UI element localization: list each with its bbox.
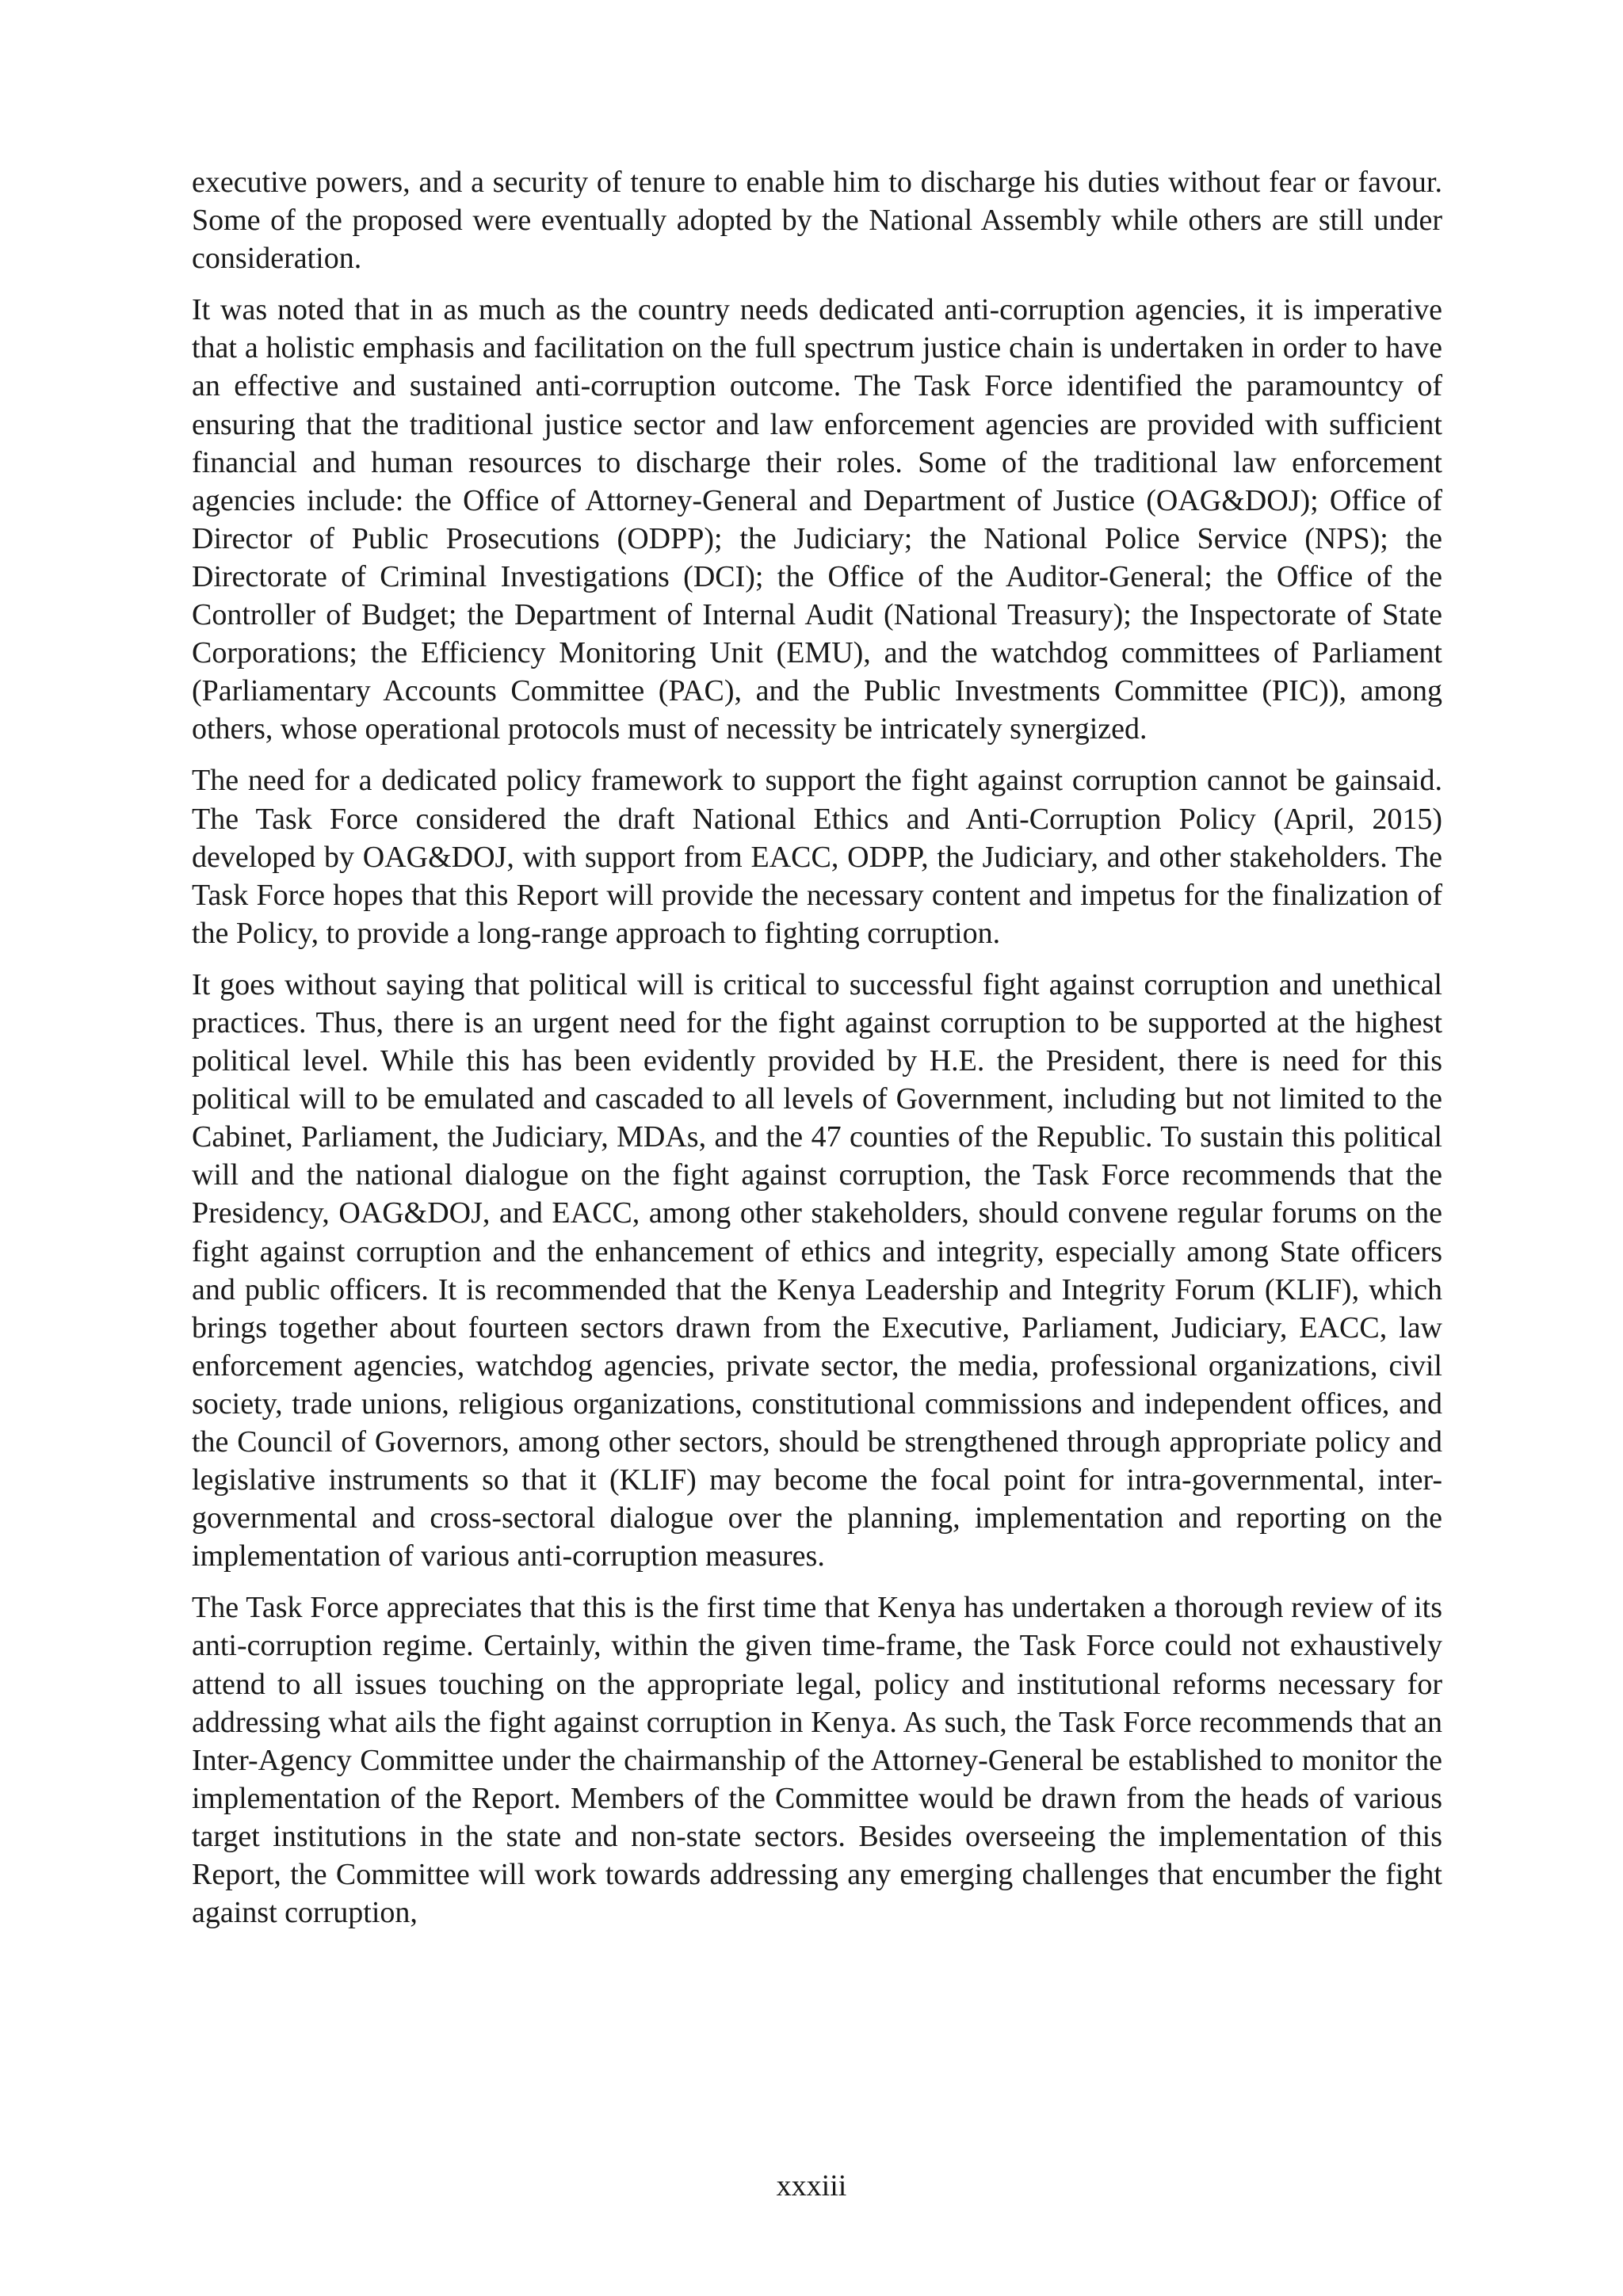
paragraph-1: executive powers, and a security of tenure to enable him to discharge his duties without fear or favour. Some of the proposed were eventually adopted by the National Assembly while others are still under consideration. <box>192 166 1442 276</box>
body-text <box>192 163 1442 1945</box>
page-number: xxxiii <box>776 2169 847 2203</box>
paragraph-3: The need for a dedicated policy framework to support the fight against corruption cannot be gainsaid. The Task Force considered the draft National Ethics and Anti-Corruption Policy (April, 2015) developed by OAG&DOJ, with support from EACC, ODPP, the Judiciary, and other stakeholders. The Task Force hopes that this Report will provide the necessary content and impetus for the finalization of the Policy, to provide a long-range approach to fighting corruption. <box>192 764 1442 950</box>
paragraph-2: It was noted that in as much as the country needs dedicated anti-corruption agencies, it is imperative that a holistic emphasis and facilitation on the full spectrum justice chain is undertaken in order to have an effective and sustained anti-corruption outcome. The Task Force identified the paramountcy of ensuring that the traditional justice sector and law enforcement agencies are provided with sufficient financial and human resources to discharge their roles. Some of the traditional law enforcement agencies include: the Office of Attorney-General and Department of Justice (OAG&DOJ); Office of Director of Public Prosecutions (ODPP); the Judiciary; the National Police Service (NPS); the Directorate of Criminal Investigations (DCI); the Office of the Auditor-General; the Office of the Controller of Budget; the Department of Internal Audit (National Treasury); the Inspectorate of State Corporations; the Efficiency Monitoring Unit (EMU), and the watchdog committees of Parliament (Parliamentary Accounts Committee (PAC), and the Public Investments Committee (PIC)), among others, whose operational protocols must of necessity be intricately synergized. <box>192 293 1442 746</box>
paragraph-5: The Task Force appreciates that this is the first time that Kenya has undertaken a thorough review of its anti-corruption regime. Certainly, within the given time-frame, the Task Force could not exhaustively attend to all issues touching on the appropriate legal, policy and institutional reforms necessary for addressing what ails the fight against corruption in Kenya. As such, the Task Force recommends that an Inter-Agency Committee under the chairmanship of the Attorney-General be established to monitor the implementation of the Report. Members of the Committee would be drawn from the heads of various target institutions in the state and non-state sectors. Besides overseeing the implementation of this Report, the Committee will work towards addressing any emerging challenges that encumber the fight against corruption, <box>192 1591 1442 1930</box>
paragraph-4: It goes without saying that political will is critical to successful fight against corruption and unethical practices. Thus, there is an urgent need for the fight against corruption to be supported at the highest political level. While this has been evidently provided by H.E. the President, there is need for this political will to be emulated and cascaded to all levels of Government, including but not limited to the Cabinet, Parliament, the Judiciary, MDAs, and the 47 counties of the Republic. To sustain this political will and the national dialogue on the fight against corruption, the Task Force recommends that the Presidency, OAG&DOJ, and EACC, among other stakeholders, should convene regular forums on the fight against corruption and the enhancement of ethics and integrity, especially among State officers and public officers. It is recommended that the Kenya Leadership and Integrity Forum (KLIF), which brings together about fourteen sectors drawn from the Executive, Parliament, Judiciary, EACC, law enforcement agencies, watchdog agencies, private sector, the media, professional organizations, civil society, trade unions, religious organizations, constitutional commissions and independent offices, and the Council of Governors, among other sectors, should be strengthened through appropriate policy and legislative instruments so that it (KLIF) may become the focal point for intra-governmental, inter-governmental and cross-sectoral dialogue over the planning, implementation and reporting on the implementation of various anti-corruption measures. <box>192 967 1442 1573</box>
